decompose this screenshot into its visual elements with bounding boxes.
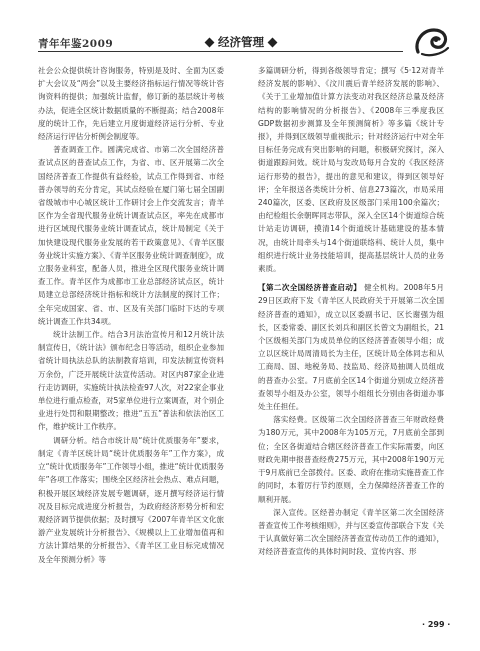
body-paragraph: 深入宣传。区经普办制定《青羊区第二次全国经济普查宣传工作考核细则》，并与区委宣传部联合下发《关于认真做好第二次全国经济普查宣传动员工作的通知》，对经济普查宣传的具体时间时段、宣传内容、形 [258,507,444,557]
section-heading-paragraph [258,281,444,413]
right-text-column [258,64,444,559]
diamond-right-icon [268,37,278,47]
body-paragraph: 社会公众提供统计咨询服务，特别是及时、全面为区委扩大会议及“两会”以及主要经济指标运行情况等统计咨询资料的提供；加强统计监督，修订新的基层统计考核办法，促进全区统计数据质量的不断提高；结合2008年度的统计工作，先后建立月度街道经济运行分析、专业经济运行评估分析例会制度等。 [38,66,224,142]
yearbook-title: 青年年鉴2009 [38,38,114,50]
body-paragraph: 统计法制工作。结合3月法治宣传月和12月统计法制宣传日，《统计法》颁布纪念日等活动，组织企业参加省统计局执法总队的法制教育培训，印发法制宣传资料万余份，广泛开展统计法宣传活动。对区内87家企业进行走访调研，实施统计执法检查97人次，对22家企事业单位进行重点检查，对5家单位进行立案调查，对个别企业进行处罚和限期整改；推进“五五”普法和依法治区工作，维护统计工作秩序。 [38,330,224,432]
diamond-left-icon [205,37,215,47]
left-text-column [38,64,224,566]
section-title-text: 经济管理 [218,35,264,49]
swirl-logo-icon [412,24,452,58]
body-paragraph: 落实经费。区级第二次全国经济普查三年财政经费为180万元，其中2008年为105万元，7月底前全部到位；全区各街道结合辖区经济普查工作实际需要，向区财政先期申报普查经费275万元，其中2008年190万元于9月底前已全部拨付。区委、政府在推动实施普查工作的同时，本着厉行节约原则，全力保障经济普查工作的顺利开展。 [258,415,444,504]
section-heading: 【第二次全国经济普查启动】 [258,283,362,293]
header-rule [38,51,403,52]
page-header [0,0,480,60]
page-number: · 299 · [422,620,451,629]
body-paragraph: 普查调查工作。圆满完成省、市第二次全国经济普查试点区的普查试点工作，为省、市、区开展第二次全国经济普查工作提供有益经验，试点工作得到省、市经普办领导的充分肯定，其试点经验在厦门第七届全国副省级城市中心城区统计工作研讨会上作交流发言；青羊区作为全省现代服务业统计调查试点区，率先在成都市进行区域现代服务业统计调查试点，统计局制定《关于加快建设现代服务业发展的若干政策意见》、《青羊区服务业统计实施方案》、《青羊区服务业统计调查制度》，成立服务业科室，配备人员，推进全区现代服务业统计调查工作。青羊区作为成都市工业总部经济试点区，统计局建立总部经济统计指标和统计方法制度的探讨工作；全年完成国家、省、市、区及有关部门临时下达的专项统计调查工作共34项。 [38,145,224,326]
paragraph-text: 健全机构。2008年5月29日区政府下发《青羊区人民政府关于开展第二次全国经济普查的通知》，成立以区委副书记、区长谢强为组长，区委常委、副区长刘兵和副区长曾文为副组长，21个区级相关部门为成员单位的区经济普查领导小组；成立以区统计局周清局长为主任，区统计局全体同志和从工商局、国、地税务局、技监局、经济局抽调人员组成的普查办公室。7月底前全区14个街道分别成立经济普查领导小组及办公室，领导小组组长分别由各街道办事处主任担任。 [258,283,444,412]
section-title [206,34,276,50]
body-paragraph: 多篇调研分析，得到各级领导肯定；撰写《5·12对青羊经济发展的影响》、《汶川震后青羊经济发展的影响》、《关于工业增加值计算方法变动对我区经济总量及经济结构的影响情况的分析报告》、《2008年三季度我区GDP数据初步测算及全年预测简析》等多篇《统计专报》，并得到区级领导重视批示；针对经济运行中对全年目标任务完成有突出影响的问题，积极研究探讨，深入街道跟踪问效。统计局与发改局每月合发的《我区经济运行形势的报告》，提出的意见和建议，得到区领导好评；全年报送各类统计分析、信息273篇次，市局采用240篇次，区委、区政府及区级部门采用100余篇次；由纪检组长余朝晖同志带队，深入全区14个街道综合统计站走访调研，摸清14个街道统计基础建设的基本情况，由统计局牵头与14个街道联络科、统计人员，集中组织进行统计业务技能培训，提高基层统计人员的业务素质。 [258,66,444,274]
body-paragraph: 调研分析。结合市统计局“统计优质服务年”要求，制定《青羊区统计局“统计优质服务年”工作方案》，成立“统计优质服务年”工作领导小组，推进“统计优质服务年”各项工作落实；围绕全区经济社会热点、难点问题，积极开展区域经济发展专题调研，逐月撰写经济运行情况及目标完成进度分析报告，为政府经济形势分析和宏观经济调节提供依据；及时撰写《2007年青羊区文化旅游产业发展统计分析报告》、《规模以上工业增加值再和方法计算结果的分析报告》、《青羊区工业目标完成情况及全年预测分析》等 [38,435,224,564]
